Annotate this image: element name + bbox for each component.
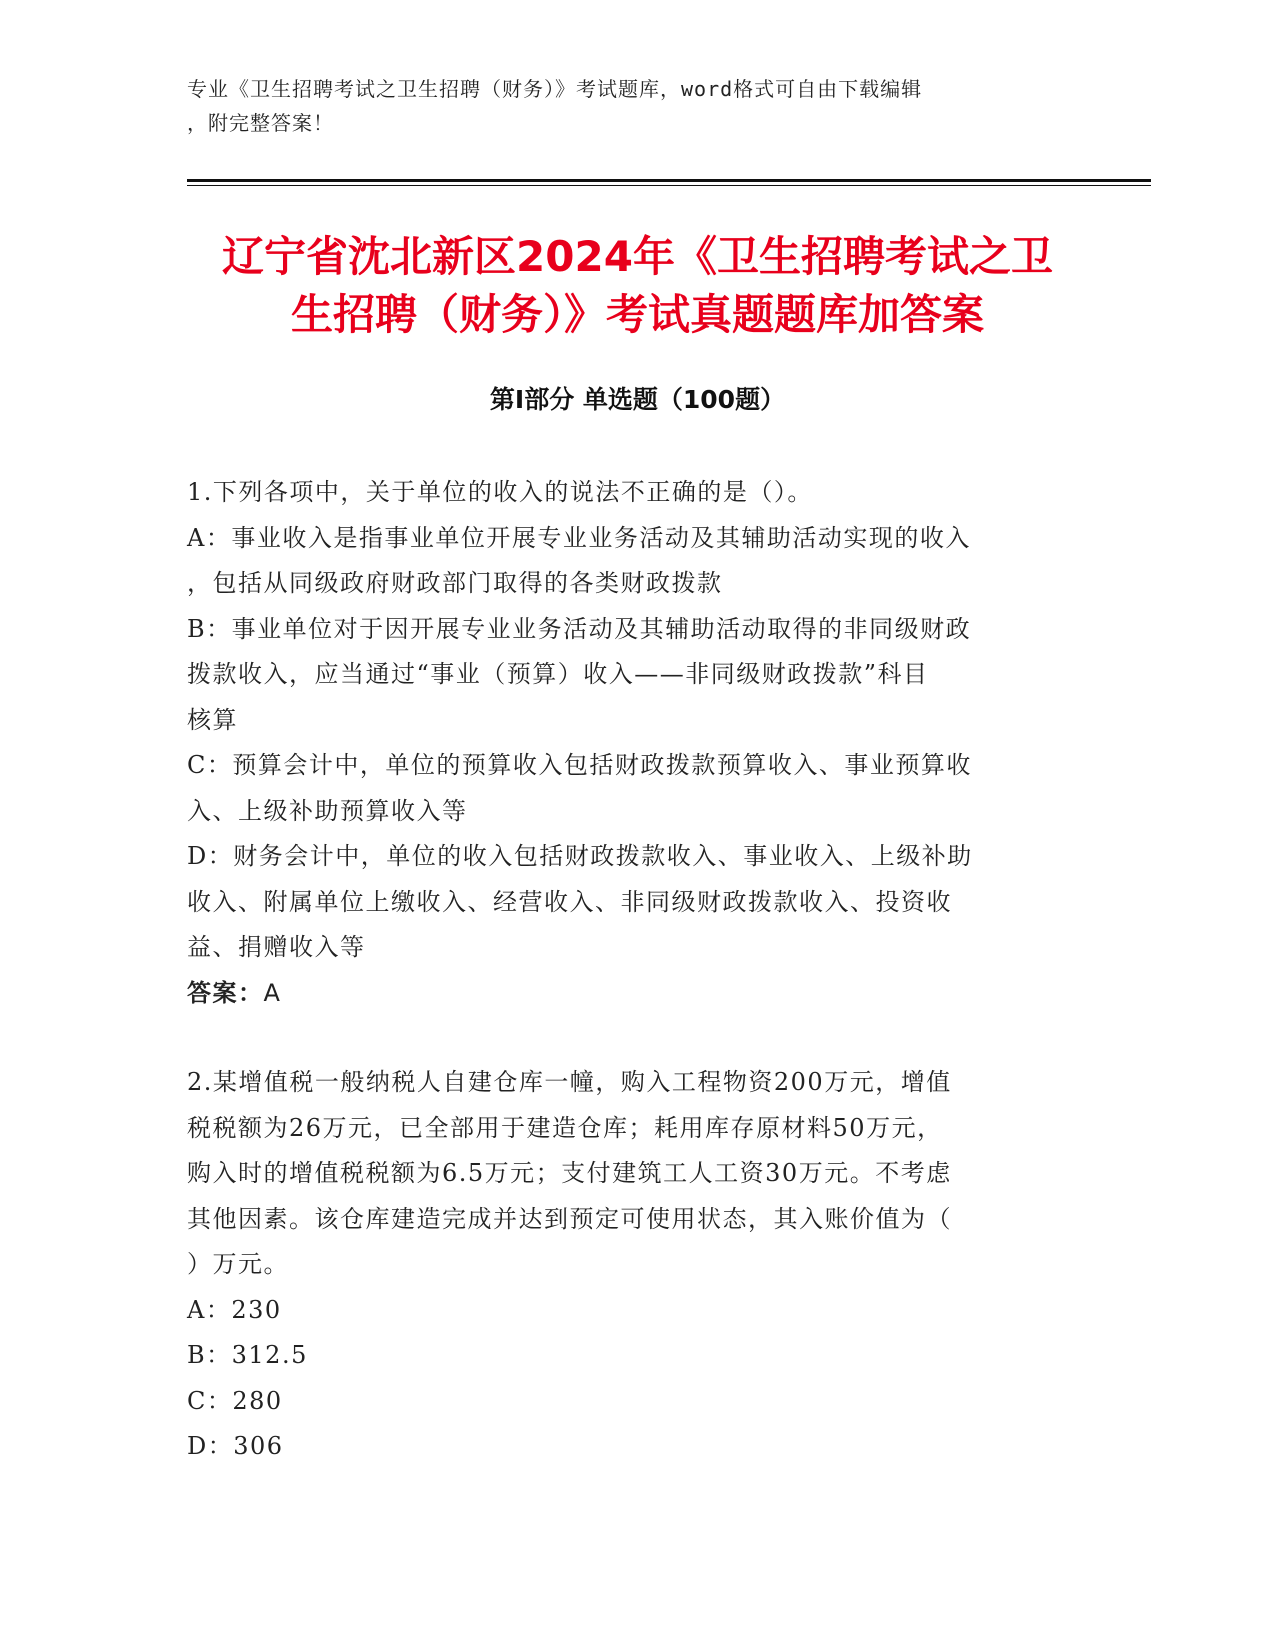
question-stem: ）万元。 [187, 1250, 289, 1278]
title-line: 辽宁省沈北新区2024年《卫生招聘考试之卫 [222, 232, 1053, 281]
option-b: 核算 [187, 705, 238, 734]
question-stem: 2.某增值税一般纳税人自建仓库一幢，购入工程物资200万元，增值 [187, 1068, 952, 1096]
header-note-line: 专业《卫生招聘考试之卫生招聘（财务）》考试题库，word格式可自由下载编辑 [187, 77, 923, 101]
option-c: C：预算会计中，单位的预算收入包括财政拨款预算收入、事业预算收 [187, 751, 972, 779]
option-a: A：230 [187, 1295, 282, 1324]
option-b: 拨款收入，应当通过“事业（预算）收入——非同级财政拨款”科目 [187, 660, 929, 688]
question-stem: 其他因素。该仓库建造完成并达到预定可使用状态，其入账价值为（ [187, 1204, 952, 1233]
answer-label: 答案： [187, 978, 264, 1007]
document-title [150, 228, 1125, 344]
header-divider [187, 179, 1151, 182]
option-b: B：312.5 [187, 1341, 308, 1369]
option-a: A：事业收入是指事业单位开展专业业务活动及其辅助活动实现的收入 [187, 523, 971, 552]
answer-line [187, 971, 1067, 1017]
option-d: D：306 [187, 1432, 284, 1460]
section-heading: 第I部分 单选题（100题） [489, 385, 786, 414]
option-d: 益、捐赠收入等 [187, 933, 366, 961]
question-stem: 税税额为26万元，已全部用于建造仓库；耗用库存原材料50万元， [187, 1113, 943, 1142]
header-note [187, 72, 1087, 140]
option-b: B：事业单位对于因开展专业业务活动及其辅助活动取得的非同级财政 [187, 614, 972, 643]
option-a: ，包括从同级政府财政部门取得的各类财政拨款 [187, 569, 723, 597]
option-d: 收入、附属单位上缴收入、经营收入、非同级财政拨款收入、投资收 [187, 887, 952, 916]
question-1 [187, 470, 1067, 1016]
header-note-line: ，附完整答案！ [187, 111, 334, 135]
option-c: 入、上级补助预算收入等 [187, 796, 468, 825]
option-c: C：280 [187, 1386, 283, 1415]
question-2 [187, 1060, 1067, 1470]
question-stem: 购入时的增值税税额为6.5万元；支付建筑工人工资30万元。不考虑 [187, 1159, 952, 1187]
option-d: D：财务会计中，单位的收入包括财政拨款收入、事业收入、上级补助 [187, 842, 973, 870]
question-stem: 1.下列各项中，关于单位的收入的说法不正确的是（）。 [187, 478, 813, 506]
answer-value: A [263, 978, 282, 1007]
header-divider-thin [187, 185, 1151, 186]
title-line: 生招聘（财务）》考试真题题库加答案 [290, 290, 984, 339]
